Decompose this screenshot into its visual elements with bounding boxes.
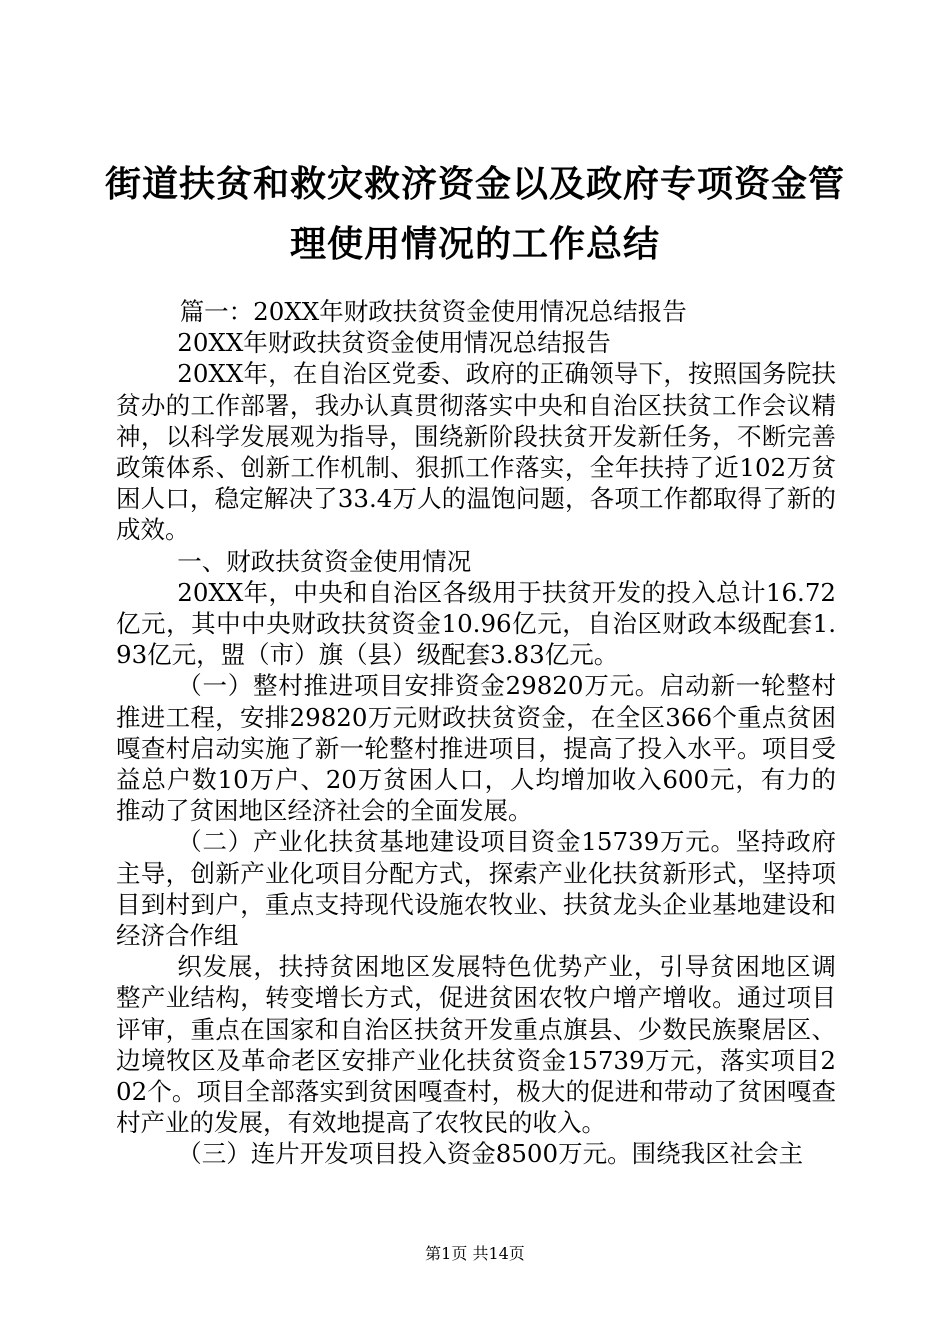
paragraph-intro: 20XX年，在自治区党委、政府的正确领导下，按照国务院扶贫办的工作部署，我办认真贯彻落实中央和自治区扶贫工作会议精神，以科学发展观为指导，围绕新阶段扶贫开发新任务，不断完善政策体系、创新工作机制、狠抓工作落实，全年扶持了近102万贫困人口，稳定解决了33.4万人的温饱问题，各项工作都取得了新的成效。	[116, 359, 836, 545]
paragraph-item-one: （一）整村推进项目安排资金29820万元。启动新一轮整村推进工程，安排29820万元财政扶贫资金，在全区366个重点贫困嘎查村启动实施了新一轮整村推进项目，提高了投入水平。项目受益总户数10万户、20万贫困人口，人均增加收入600元，有力的推动了贫困地区经济社会的全面发展。	[116, 671, 836, 826]
document-body	[116, 296, 836, 1170]
page-number-footer: 第1页 共14页	[425, 1244, 525, 1263]
paragraph-item-two-continued: 织发展，扶持贫困地区发展特色优势产业，引导贫困地区调整产业结构，转变增长方式，促进贫困农牧户增产增收。通过项目评审，重点在国家和自治区扶贫开发重点旗县、少数民族聚居区、边境牧区及革命老区安排产业化扶贫资金15739万元，落实项目202个。项目全部落实到贫困嘎查村，极大的促进和带动了贫困嘎查村产业的发展，有效地提高了农牧民的收入。	[116, 952, 836, 1138]
section-heading-fund-usage: 一、财政扶贫资金使用情况	[177, 546, 472, 576]
paragraph-item-three: （三）连片开发项目投入资金8500万元。围绕我区社会主	[177, 1139, 804, 1169]
paragraph-report-title: 20XX年财政扶贫资金使用情况总结报告	[177, 328, 611, 358]
paragraph-item-two: （二）产业化扶贫基地建设项目资金15739万元。坚持政府主导，创新产业化项目分配方式，探索产业化扶贫新形式，坚持项目到村到户，重点支持现代设施农牧业、扶贫龙头企业基地建设和经济合作组	[116, 827, 836, 951]
paragraph-fund-total: 20XX年，中央和自治区各级用于扶贫开发的投入总计16.72亿元，其中中央财政扶贫资金10.96亿元，自治区财政本级配套1.93亿元，盟（市）旗（县）级配套3.83亿元。	[116, 577, 836, 670]
document-title-line-2: 理使用情况的工作总结	[289, 223, 660, 265]
paragraph-article-heading: 篇一：20XX年财政扶贫资金使用情况总结报告	[179, 297, 687, 326]
document-title-line-1: 街道扶贫和救灾救济资金以及政府专项资金管	[104, 163, 845, 205]
